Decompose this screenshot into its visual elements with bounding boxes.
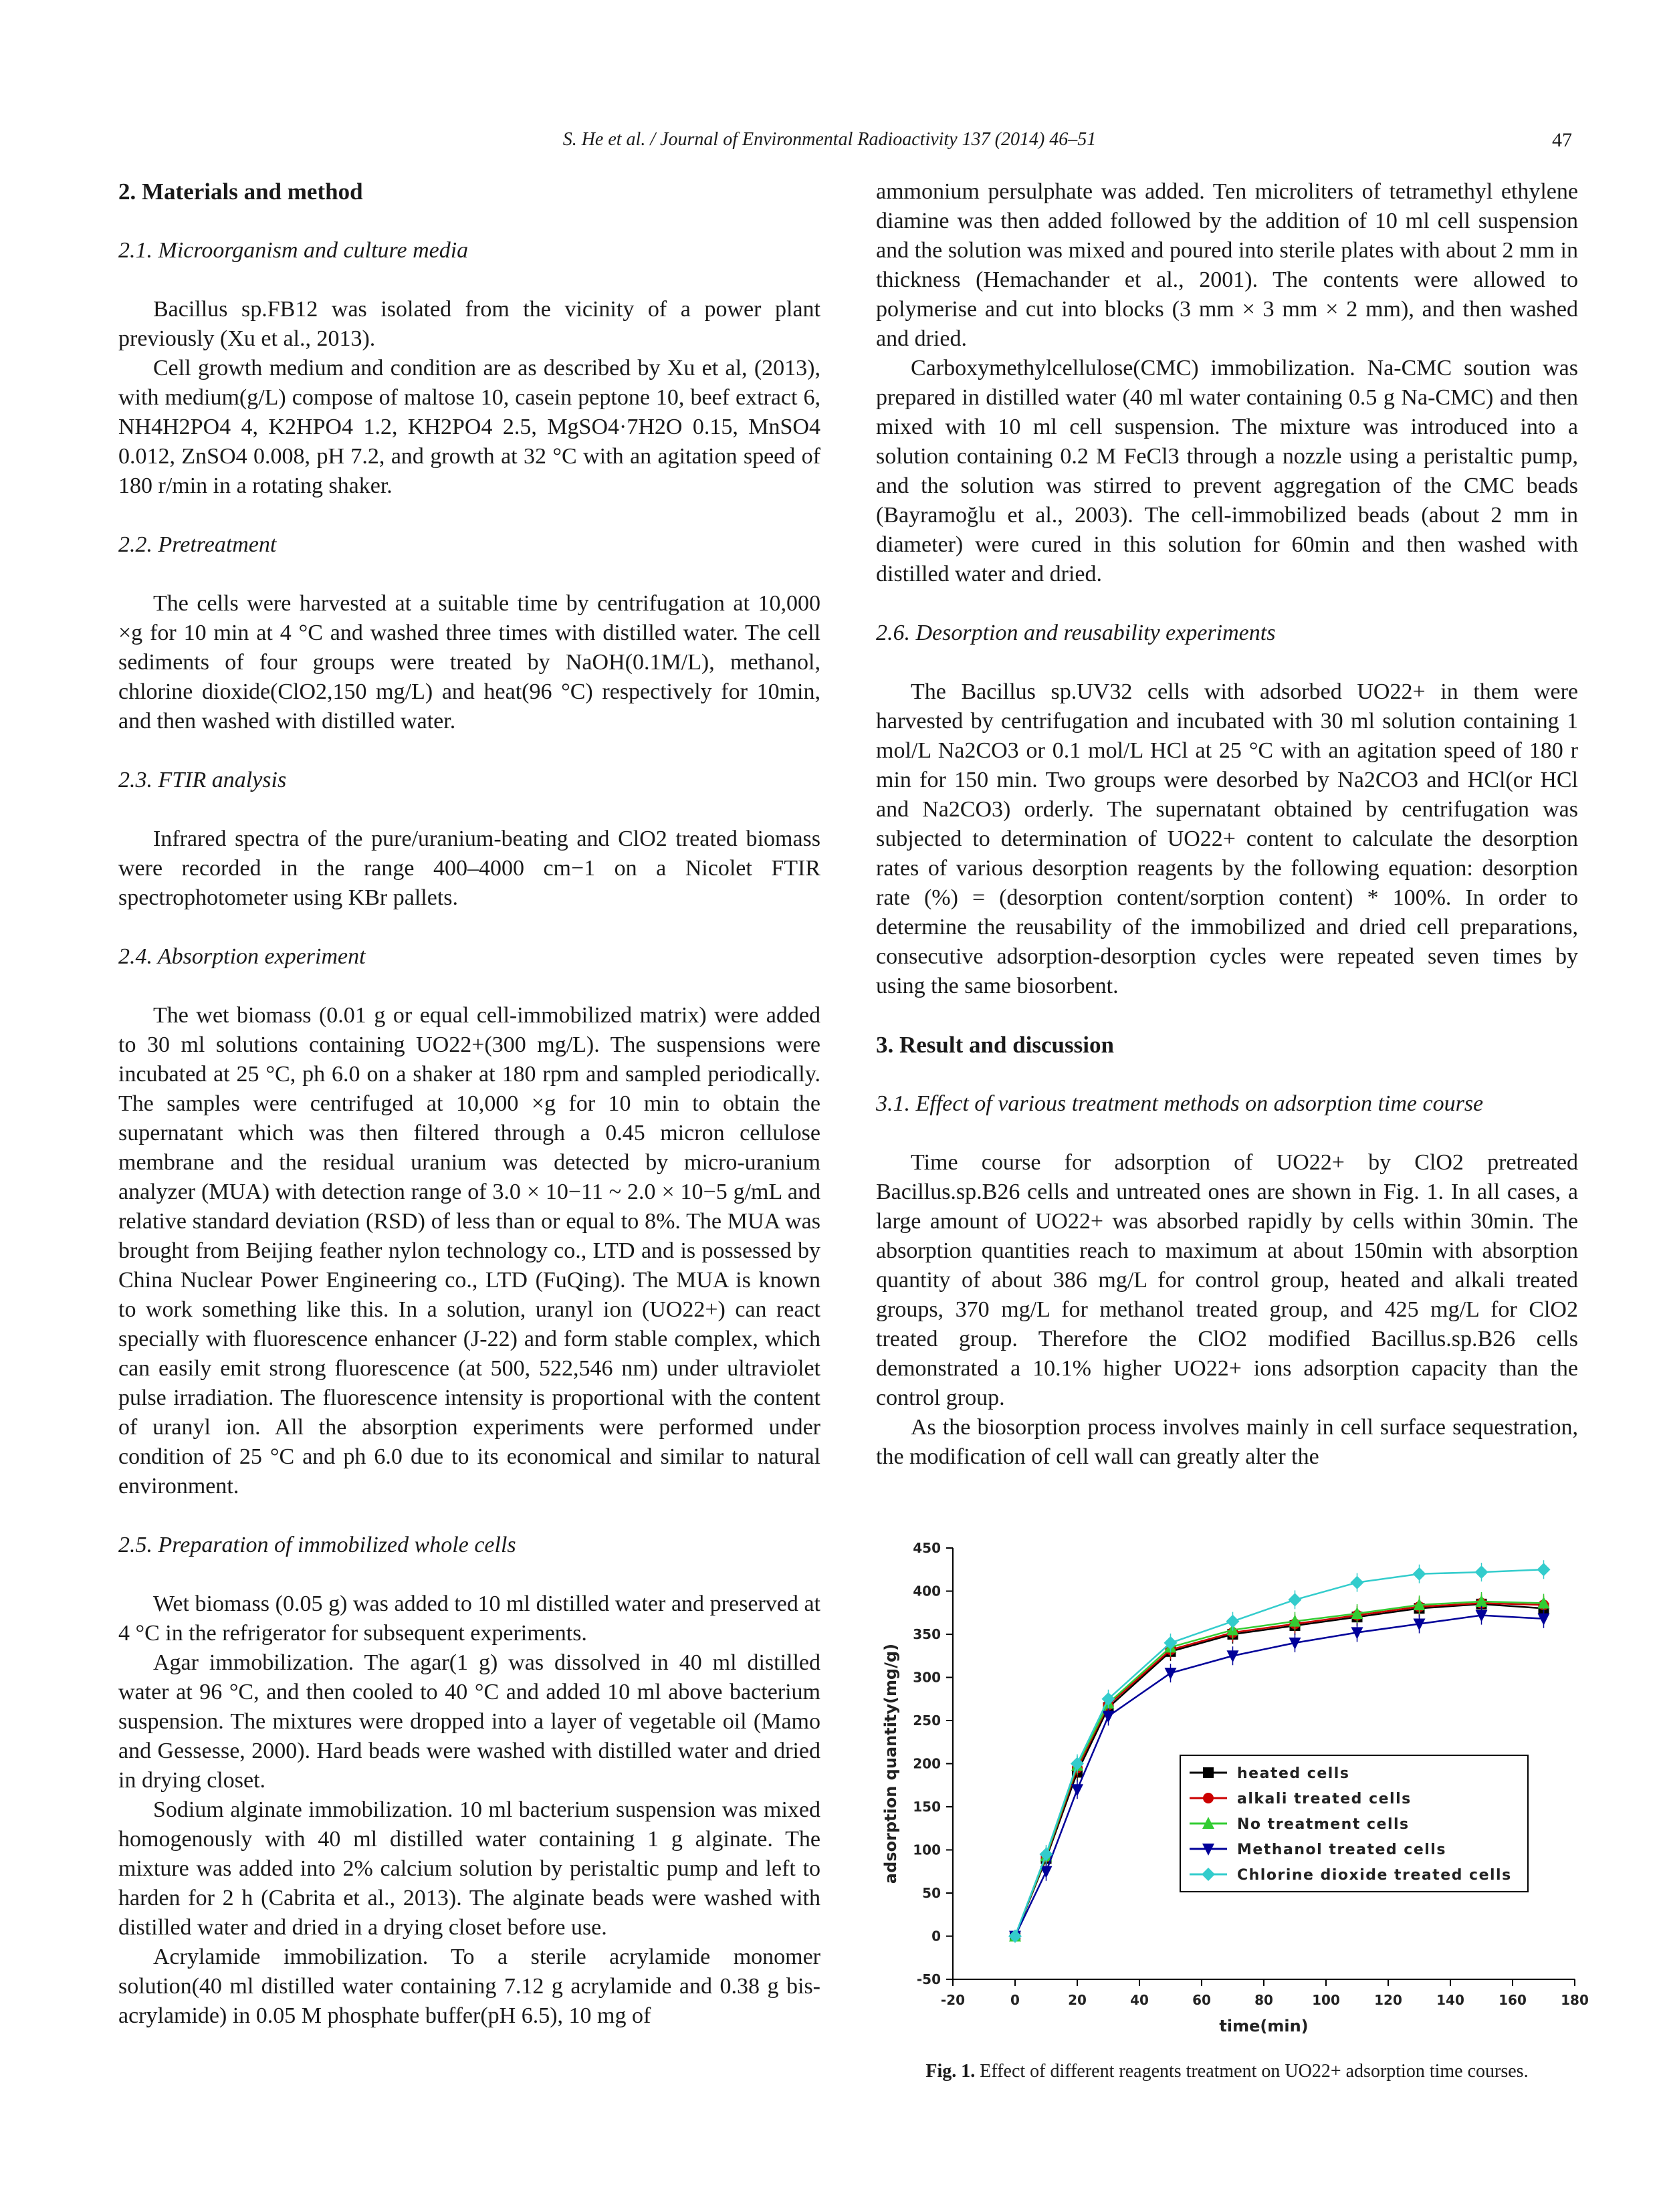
data-point: [1071, 1784, 1083, 1796]
legend-marker: [1203, 1793, 1214, 1803]
y-tick-label: 50: [922, 1885, 941, 1901]
y-tick-label: 150: [913, 1799, 941, 1815]
y-tick-label: 0: [931, 1928, 941, 1945]
x-tick-label: 100: [1312, 1992, 1340, 2008]
x-tick-label: -20: [940, 1992, 966, 2008]
paragraph: Time course for adsorption of UO22+ by ClO2 pretreated Bacillus.sp.B26 cells and untreated ones are shown in Fig. 1. In all cases, a large amount of UO22+ was absorbed rapidly by cells within 30min. The absorption quantities reach to maximum at about 150min with absorption quantity of about 386 mg/L for control group, heated and alkali treated groups, 370 mg/L for methanol treated group, and 425 mg/L for ClO2 treated group. Therefore the ClO2 modified Bacillus.sp.B26 cells demonstrated a 10.1% higher UO22+ ions adsorption capacity than the control group.: [876, 1150, 1578, 1410]
data-point: [1226, 1615, 1240, 1628]
legend-marker: [1203, 1767, 1214, 1778]
data-point: [1351, 1576, 1364, 1589]
y-tick-label: 300: [913, 1669, 941, 1686]
data-point: [1475, 1565, 1488, 1579]
y-tick-label: -50: [916, 1971, 941, 1987]
x-tick-label: 20: [1068, 1992, 1087, 2008]
paragraph: Acrylamide immobilization. To a sterile acrylamide monomer solution(40 ml distilled water containing 7.12 g acrylamide and 0.38 g bis-acrylamide) in 0.05 M phosphate buffer(pH 6.5), 10 mg of: [118, 1945, 820, 2028]
subsection-title: 2.2. Pretreatment: [118, 532, 277, 557]
data-point: [1538, 1614, 1550, 1626]
page-number: 47: [1552, 129, 1572, 151]
legend-entry: alkali treated cells: [1237, 1791, 1412, 1807]
paragraph: The Bacillus sp.UV32 cells with adsorbed UO22+ in them were harvested by centrifugation and incubated with 30 ml solution containing 1 mol/L Na2CO3 or 0.1 mol/L HCl at 25 °C with an agitation speed of 180 r min for 150 min. Two groups were desorbed by Na2CO3 and HCl(or HCl and Na2CO3) orderly. The supernatant obtained by centrifugation was subjected to determination of UO22+ content to calculate the desorption rates of various desorption reagents by the following equation: desorption rate (%) = (desorption content/sorption content) * 100%. In order to determine the reusability of the immobilized and dried cell preparations, consecutive adsorption-desorption cycles were repeated seven times by using the same biosorbent.: [876, 679, 1578, 998]
legend-entry: No treatment cells: [1237, 1816, 1410, 1833]
y-tick-label: 400: [913, 1583, 941, 1599]
y-tick-label: 100: [913, 1842, 941, 1858]
caption-text: Effect of different reagents treatment on UO22+ adsorption time courses.: [980, 2061, 1529, 2082]
adsorption-chart: [869, 1531, 1589, 2039]
y-tick-label: 250: [913, 1712, 941, 1729]
paragraph: ammonium persulphate was added. Ten microliters of tetramethyl ethylene diamine was then added followed by the addition of 10 ml cell suspension and the solution was mixed and poured into sterile plates with about 2 mm in thickness (Hemachander et al., 2001). The contents were allowed to polymerise and cut into blocks (3 mm × 3 mm × 2 mm), and then washed and dried.: [876, 179, 1578, 351]
paragraph: Sodium alginate immobilization. 10 ml bacterium suspension was mixed homogenously with 40 ml distilled water containing 1 g alginate. The mixture was added into 2% calcium solution by peristaltic pump and left to harden for 2 h (Cabrita et al., 2013). The alginate beads were washed with distilled water and dried in a drying closet before use.: [118, 1797, 820, 1940]
figure-caption: [876, 2060, 1578, 2084]
x-tick-label: 120: [1374, 1992, 1402, 2008]
subsection-title: 2.5. Preparation of immobilized whole cells: [118, 1533, 516, 1557]
subsection-title: 2.1. Microorganism and culture media: [118, 238, 469, 263]
data-point: [1165, 1668, 1177, 1680]
subsection-title: 2.3. FTIR analysis: [118, 768, 287, 792]
subsection-title: 3.1. Effect of various treatment methods on adsorption time course: [876, 1091, 1484, 1116]
paragraph: Bacillus sp.FB12 was isolated from the vicinity of a power plant previously (Xu et al., 2013).: [118, 297, 820, 351]
section-title: 2. Materials and method: [118, 179, 363, 205]
paragraph: Infrared spectra of the pure/uranium-beating and ClO2 treated biomass were recorded in the range 400–4000 cm−1 on a Nicolet FTIR spectrophotometer using KBr pallets.: [118, 826, 820, 910]
legend-entry: Chlorine dioxide treated cells: [1237, 1867, 1512, 1884]
x-axis-label: time(min): [1219, 2017, 1309, 2035]
y-tick-label: 350: [913, 1626, 941, 1642]
data-point: [1537, 1563, 1551, 1576]
data-point: [1413, 1567, 1426, 1581]
x-tick-label: 160: [1499, 1992, 1527, 2008]
x-tick-label: 80: [1254, 1992, 1273, 2008]
paragraph: Cell growth medium and condition are as described by Xu et al, (2013), with medium(g/L) compose of maltose 10, casein peptone 10, beef extract 6, NH4H2PO4 4, K2HPO4 1.2, KH2PO4 2.5, MgSO4·7H2O 0.15, MnSO4 0.012, ZnSO4 0.008, pH 7.2, and growth at 32 °C with an agitation speed of 180 r/min in a rotating shaker.: [118, 356, 820, 498]
data-point: [1289, 1593, 1302, 1606]
x-tick-label: 180: [1561, 1992, 1589, 2008]
caption-label: Fig. 1.: [925, 2061, 976, 2082]
page-header: [0, 129, 1659, 156]
legend-entry: heated cells: [1237, 1765, 1350, 1782]
paragraph: Agar immobilization. The agar(1 g) was dissolved in 40 ml distilled water at 96 °C, and then cooled to 40 °C and added 10 ml above bacterium suspension. The mixtures were dropped into a layer of vegetable oil (Mamo and Gessesse, 2000). Hard beads were washed with distilled water and dried in drying closet.: [118, 1650, 820, 1793]
right-column: [876, 177, 1578, 1472]
legend-entry: Methanol treated cells: [1237, 1842, 1446, 1858]
subsection-title: 2.4. Absorption experiment: [118, 944, 366, 969]
figure-1: [869, 1531, 1589, 2039]
paragraph: The cells were harvested at a suitable time by centrifugation at 10,000 ×g for 10 min at 4 °C and washed three times with distilled water. The cell sediments of four groups were treated by NaOH(0.1M/L), methanol, chlorine dioxide(ClO2,150 mg/L) and heat(96 °C) respectively for 10min, and then washed with distilled water.: [118, 591, 820, 734]
paragraph: The wet biomass (0.01 g or equal cell-immobilized matrix) were added to 30 ml solutions containing UO22+(300 mg/L). The suspensions were incubated at 25 °C, ph 6.0 on a shaker at 180 rpm and sampled periodically. The samples were centrifuged at 10,000 ×g for 10 min to obtain the supernatant which was then filtered through a 0.45 micron cellulose membrane and the residual uranium was detected by micro-uranium analyzer (MUA) with detection range of 3.0 × 10−11 ~ 2.0 × 10−5 g/mL and relative standard deviation (RSD) of less than or equal to 8%. The MUA was brought from Beijing feather nylon technology co., LTD and is possessed by China Nuclear Power Engineering co., LTD (FuQing). The MUA is known to work something like this. In a solution, uranyl ion (UO22+) can react specially with fluorescence enhancer (J-22) and form stable complex, which can easily emit strong fluorescence (at 500, 522,546 nm) under ultraviolet pulse irradiation. The fluorescence intensity is proportional with the content of uranyl ion. All the absorption experiments were performed under condition of 25 °C and ph 6.0 due to its economical and similar to natural environment.: [118, 1003, 820, 1499]
journal-citation: S. He et al. / Journal of Environmental Radioactivity 137 (2014) 46–51: [562, 129, 1097, 150]
x-tick-label: 60: [1192, 1992, 1211, 2008]
paragraph: Wet biomass (0.05 g) was added to 10 ml distilled water and preserved at 4 °C in the refrigerator for subsequent experiments.: [118, 1591, 820, 1646]
left-column: [118, 177, 820, 2031]
subsection-title: 2.6. Desorption and reusability experiments: [876, 621, 1276, 645]
x-tick-label: 0: [1010, 1992, 1020, 2008]
paragraph: As the biosorption process involves mainly in cell surface sequestration, the modification of cell wall can greatly alter the: [876, 1415, 1578, 1469]
data-point: [1040, 1866, 1053, 1878]
section-title: 3. Result and discussion: [876, 1032, 1114, 1058]
y-tick-label: 450: [913, 1540, 941, 1556]
paragraph: Carboxymethylcellulose(CMC) immobilization. Na-CMC soution was prepared in distilled water (40 ml water containing 0.5 g Na-CMC) and then mixed with 10 ml cell suspension. The mixture was introduced into a solution containing 0.2 M FeCl3 through a nozzle using a peristaltic pump, and the solution was stirred to prevent aggregation of the CMC beads (Bayramoğlu et al., 2003). The cell-immobilized beads (about 2 mm in diameter) were cured in this solution for 60min and then washed with distilled water and dried.: [876, 356, 1578, 586]
x-tick-label: 140: [1436, 1992, 1464, 2008]
y-axis-label: adsorption quantity(mg/g): [881, 1643, 900, 1884]
y-tick-label: 200: [913, 1755, 941, 1772]
x-tick-label: 40: [1130, 1992, 1149, 2008]
